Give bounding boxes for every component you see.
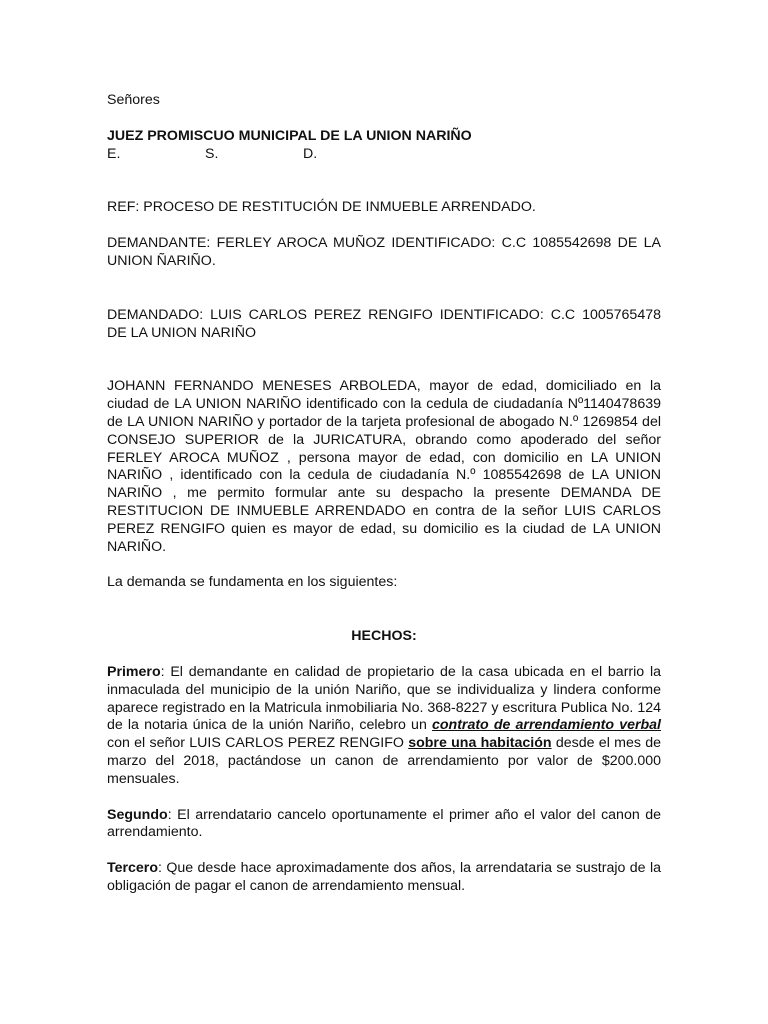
reference-line: REF: PROCESO DE RESTITUCIÓN DE INMUEBLE ARRENDADO.: [107, 199, 536, 216]
hechos-title: HECHOS:: [351, 628, 417, 645]
addressee: JUEZ PROMISCUO MUNICIPAL DE LA UNION NARIÑO: [107, 127, 472, 144]
esd-line: [107, 146, 661, 164]
plaintiff-line: DEMANDANTE: FERLEY AROCA MUÑOZ IDENTIFICADO: C.C 1085542698 DE LA UNION ÑARIÑO.: [107, 235, 661, 269]
defendant-line: DEMANDADO: LUIS CARLOS PEREZ RENGIFO IDENTIFICADO: C.C 1005765478 DE LA UNION NARIÑO: [107, 306, 661, 341]
hecho-primero-text-2: con el señor LUIS CARLOS PEREZ RENGIFO: [107, 735, 409, 752]
hecho-tercero-label: Tercero: [107, 860, 158, 877]
hecho-tercero-text: : Que desde hace aproximadamente dos años, la arrendataria se sustrajo de la obligación de pagar el canon de arrendamiento mensual.: [107, 860, 661, 894]
hecho-tercero: [107, 860, 661, 896]
esd-d: D.: [303, 145, 318, 162]
hecho-segundo-text: : El arrendatario cancelo oportunamente el primer año el valor del canon de arrendamiento.: [107, 806, 661, 841]
hecho-primero-text-1: : El demandante en calidad de propietario de la casa ubicada en el barrio la inmaculada del municipio de la unión Nariño, que se individualiza y lindera conforme aparece registrado en la Matricula inmobiliaria No. 368-8227 y escritura Publica No. 124 de la notaria única de la unión Nariño, celebro un: [107, 663, 661, 734]
hecho-segundo: [107, 807, 661, 843]
hecho-primero-text-3: desde el mes de marzo del 2018, pactándose un canon de arrendamiento por valor de $200.000 mensuales.: [107, 735, 661, 787]
intro-paragraph: JOHANN FERNANDO MENESES ARBOLEDA, mayor de edad, domiciliado en la ciudad de LA UNION NARIÑO identificado con la cedula de ciudadanía Nº1140478639 de LA UNION NARIÑO y portador de la tarjeta profesional de abogado N.º 1269854 del CONSEJO SUPERIOR de la JURICATURA, obrando como apoderado del señor FERLEY AROCA MUÑOZ , persona mayor de edad, con domicilio en LA UNION NARIÑO , identificado con la cedula de ciudadanía N.º 1085542698 de LA UNION NARIÑO , me permito formular ante su despacho la presente DEMANDA DE RESTITUCION DE INMUEBLE ARRENDADO en contra de la señor LUIS CARLOS PEREZ RENGIFO quien es mayor de edad, su domicilio es la ciudad de LA UNION NARIÑO.: [107, 378, 661, 555]
salutation: Señores: [107, 92, 160, 108]
hecho-primero-emphasis-2: sobre una habitación: [408, 735, 552, 752]
hecho-primero-label: Primero: [107, 663, 161, 680]
esd-e: E.: [107, 145, 121, 162]
document-body: [107, 92, 661, 896]
hecho-primero-emphasis-1: contrato de arrendamiento verbal: [431, 717, 662, 734]
esd-s: S.: [205, 145, 219, 162]
hecho-segundo-label: Segundo: [107, 806, 168, 823]
hecho-primero: [107, 664, 661, 789]
fundamento-line: La demanda se fundamenta en los siguientes:: [107, 574, 398, 591]
